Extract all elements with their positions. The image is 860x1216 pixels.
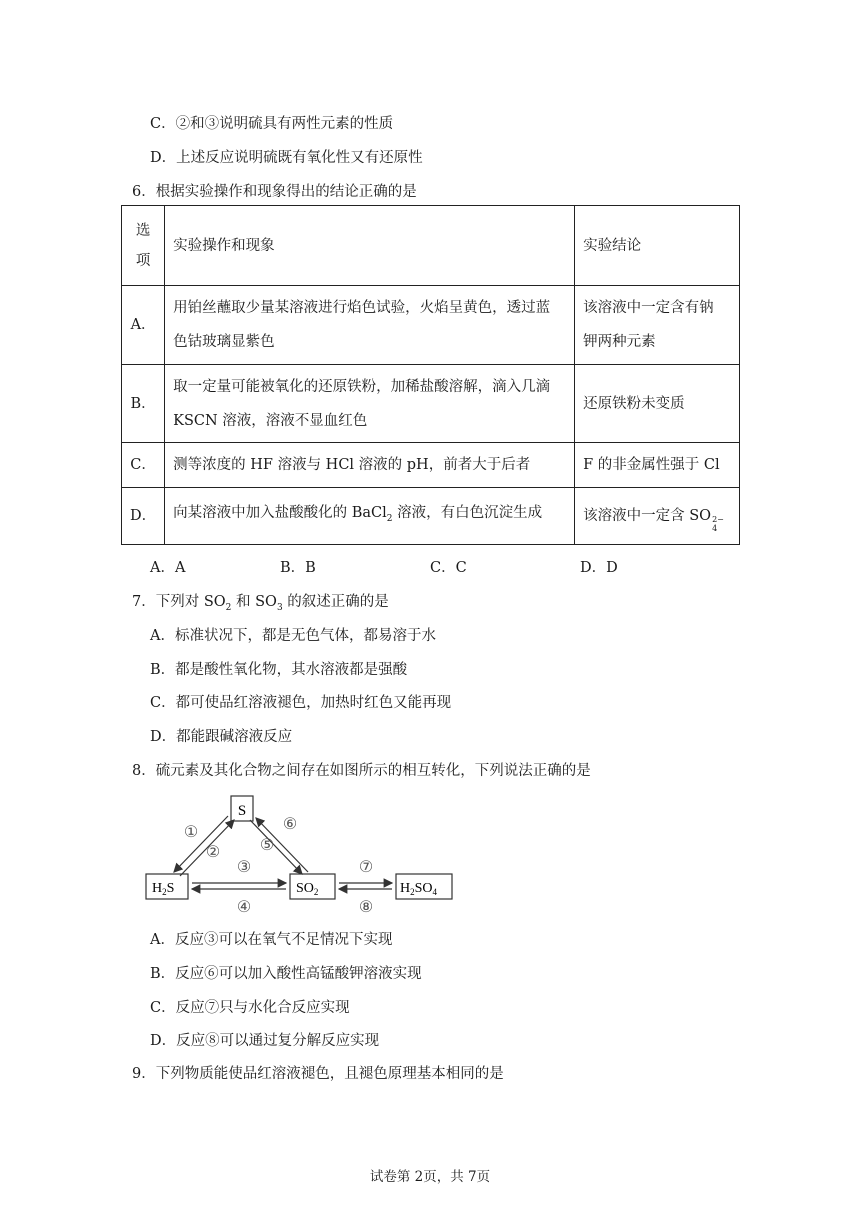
q5-option-d: D．上述反应说明硫既有氧化性又有还原性 <box>150 150 423 166</box>
page-footer: 试卷第 2页，共 7页 <box>369 1169 491 1185</box>
q9-stem: 9．下列物质能使品红溶液褪色，且褪色原理基本相同的是 <box>132 1066 504 1082</box>
row-operation-line: KSCN 溶液，溶液不显血红色 <box>173 412 368 429</box>
row-operation-text: 向某溶液中加入盐酸酸化的 BaCl <box>173 505 387 522</box>
q6-option-d: D．D <box>580 560 618 576</box>
header-conclusion: 实验结论 <box>575 206 740 286</box>
label-8: ⑧ <box>358 899 374 916</box>
q5-option-c: C．②和③说明硫具有两性元素的性质 <box>150 116 394 132</box>
row-conclusion-line: 该溶液中一定含有钠 <box>583 300 714 316</box>
label-6: ⑥ <box>282 816 298 833</box>
row-operation-text: 溶液，有白色沉淀生成 <box>392 505 543 522</box>
sulfur-conversion-diagram <box>140 790 460 920</box>
row-conclusion-line: 钾两种元素 <box>583 334 656 350</box>
label-1: ① <box>183 824 199 841</box>
subscript: 2 <box>225 602 232 613</box>
row-conclusion <box>575 286 740 365</box>
node-h2so4: $H_2SO_4$ <box>400 881 438 897</box>
q8-option-c: C．反应⑦只与水化合反应实现 <box>150 1000 350 1016</box>
label-2: ② <box>205 844 221 861</box>
row-label: C． <box>122 443 165 488</box>
subscript: 2 <box>386 513 393 524</box>
label-4: ④ <box>236 899 252 916</box>
row-label: B． <box>122 365 165 443</box>
row-operation: 测等浓度的 HF 溶液与 HCl 溶液的 pH，前者大于后者 <box>165 443 575 488</box>
q7-option-d: D．都能跟碱溶液反应 <box>150 729 293 745</box>
q6-stem: 6．根据实验操作和现象得出的结论正确的是 <box>132 184 417 200</box>
table-row <box>122 365 740 443</box>
node-so2: $SO_2$ <box>296 881 319 897</box>
header-option-char1: 选 <box>135 222 151 239</box>
q7-stem-text: 和 SO <box>231 594 277 610</box>
table-row <box>122 286 740 365</box>
q6-option-a: A．A <box>150 560 186 576</box>
q7-stem <box>132 590 389 613</box>
node-h2s: $H_2S$ <box>152 881 175 897</box>
table-row <box>122 488 740 545</box>
node-s: S <box>237 803 247 819</box>
subscript: 3 <box>276 602 283 613</box>
row-operation <box>165 365 575 443</box>
label-3: ③ <box>236 859 252 876</box>
row-conclusion-text: 该溶液中一定含 SO <box>583 508 712 524</box>
table-row <box>122 443 740 488</box>
q7-stem-text: 的叙述正确的是 <box>282 594 389 610</box>
q7-option-c: C．都可使品红溶液褪色，加热时红色又能再现 <box>150 695 452 711</box>
q8-option-d: D．反应⑧可以通过复分解反应实现 <box>150 1033 380 1049</box>
subscript: 4 <box>712 524 718 533</box>
q8-option-a: A．反应③可以在氧气不足情况下实现 <box>150 932 393 948</box>
q6-option-b: B．B <box>280 560 316 576</box>
row-operation-line: 用铂丝蘸取少量某溶液进行焰色试验，火焰呈黄色，透过蓝 <box>173 300 551 316</box>
row-conclusion: 还原铁粉未变质 <box>575 365 740 443</box>
table-header-row <box>122 206 740 286</box>
header-operation: 实验操作和现象 <box>165 206 575 286</box>
row-conclusion <box>575 488 740 545</box>
label-7: ⑦ <box>358 859 374 876</box>
row-operation <box>165 286 575 365</box>
label-5: ⑤ <box>259 837 275 854</box>
row-conclusion: F 的非金属性强于 Cl <box>575 443 740 488</box>
q8-stem: 8．硫元素及其化合物之间存在如图所示的相互转化，下列说法正确的是 <box>132 763 591 779</box>
header-option <box>122 206 165 286</box>
q6-option-c: C．C <box>430 560 467 576</box>
row-label: A． <box>122 286 165 365</box>
q6-table <box>121 205 740 545</box>
q7-stem-text: 7．下列对 SO <box>132 594 226 610</box>
superscript: 2− <box>712 515 724 524</box>
header-option-char2: 项 <box>135 252 151 269</box>
row-operation <box>165 488 575 545</box>
q7-option-b: B．都是酸性氧化物，其水溶液都是强酸 <box>150 662 408 678</box>
row-label: D． <box>122 488 165 545</box>
q7-option-a: A．标准状况下，都是无色气体，都易溶于水 <box>150 628 436 644</box>
row-operation-line: 取一定量可能被氧化的还原铁粉，加稀盐酸溶解，滴入几滴 <box>173 378 551 395</box>
q8-option-b: B．反应⑥可以加入酸性高锰酸钾溶液实现 <box>150 966 422 982</box>
row-operation-line: 色钴玻璃显紫色 <box>173 334 275 350</box>
